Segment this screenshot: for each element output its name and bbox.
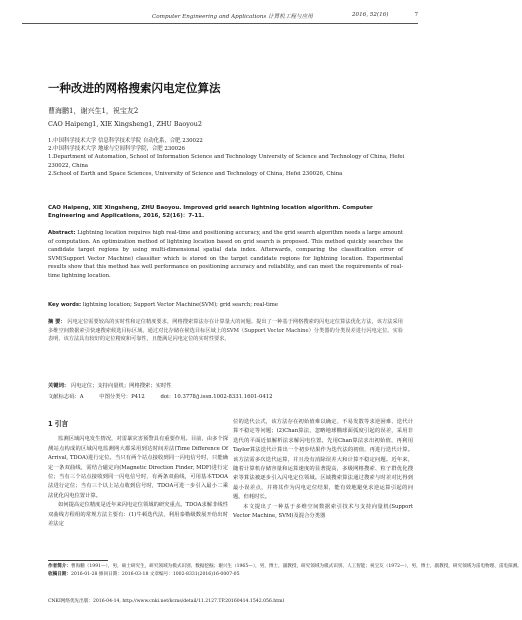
body-paragraph: 如何提高定位精度是近年来闪电定位领域的研究重点。TDOA求解非线性双曲线方程组的常规方法主要有：(1)牛顿迭代法，利用泰勒级数展开给出时差法定 (48, 502, 228, 528)
footnote-dates (48, 571, 408, 579)
footnote-text: 曹海鹏（1991—），男，硕士研究生，研究领域为模式识别、数据挖掘；谢兴生（1965—），男，博士，副教授，研究领域为模式识别、人工智能；祝宝友（1972—），男，博士，副教授，研究领域为雷电物理、雷电探测。 (70, 564, 522, 569)
abstract-label: Abstract: (48, 230, 76, 236)
article-metadata (48, 393, 403, 401)
footnote-label: 收稿日期： (48, 571, 71, 577)
footnote-label: 作者简介： (48, 564, 71, 569)
keywords-text: lightning location; Support Vector Machine(SVM); grid search; real-time (82, 302, 278, 308)
keywords-english (48, 301, 403, 309)
journal-name: Computer Engineering and Applications 计算机工程与应用 (152, 14, 313, 20)
affiliation-3: 1.Department of Automation, School of Information Science and Technology University of Science and Technology of China, Hefei 230022, China (48, 154, 405, 169)
abstract-english (48, 229, 403, 281)
body-paragraph: 本文提出了一种基于多维空间数据索引技术与支持向量机(Support Vector Machine, SVM)及混合分类器 (233, 503, 413, 520)
doi: doi：10.3778/j.issn.1002-8331.1601-0412 (160, 394, 273, 400)
authors-english: CAO Haipeng1, XIE Xingsheng1, ZHU Baoyou2 (48, 120, 202, 128)
keywords-label: Key words: (48, 302, 82, 308)
affiliation-2: 2.中国科学技术大学 地球与空间科学学院，合肥 230026 (48, 146, 185, 153)
body-paragraph: 监测区域闪电发生情况，对雷暴灾害预警具有重要作用。目前，由多个探测站点构成的区域闪电监测网大都采用到达时间差法(Time Difference Of Arrival, TDOA)进行定位。当只有两个站点接收到同一闪电信号时，只能确定一条双曲线，需结合磁定向(Magnetic Direction Finder, MDF)进行定位；当有三个站点接收到同一闪电信号时，有两条双曲线，可用基本TDOA法进行定位；当有三个以上站点收到信号时，TDOA可进一步引入最小二乘法优化闪电位置计算。 (48, 436, 228, 499)
affiliation-4: 2.School of Earth and Space Sciences, University of Science and Technology of China, Hefei 230026, China (48, 170, 343, 177)
cnki-online-note: CNKI网络优先出版：2016-04-14, http://www.cnki.net/kcms/detail/11.2127.TP.20160414.1542.056.html (48, 599, 284, 604)
citation: CAO Haipeng, XIE Xingsheng, ZHU Baoyou. Improved grid search lightning location algorithm. Computer Engineering and Applications, 2016, 52(16)：7-11. (48, 205, 373, 220)
body-paragraph: 位的迭代公式，该方法存在初始值难以确定、不易发散等求逆困难、迭代计算不稳定等问题；(2)Chan算法，忽略地球椭球面弧度引起的误差，采用非迭代的平面近似解析法求解闪电位置。先用Chan算法求出初始值，再利用Taylor算法迭代计算出一个初步结果作为迭代法的初值，再进行迭代计算。该方法需多次迭代运算，并且没有消除误差大和计算不稳定问题。近年来，随着计算机存储容量和运算速度的显著提高，多级网格搜索、粒子群优化搜索等算法被逐步引入闪电定位领域。区域搜索算法通过搜索与时差对比得到最小误差点，并将其作为闪电定位结果，能有效地避免求逆运算引起的问题，但耗时长。 (233, 419, 413, 501)
article-title: 一种改进的网格搜索闪电定位算法 (48, 81, 221, 95)
body-column-right (233, 418, 413, 521)
abstract-cn-text: 闪电定位需要较高的实时性和定位精度要求，网格搜索算法存在计算量大的问题。提出了一种基于网格搜索的闪电定位算法优化方法，该方法采用多维空间数据索引快速搜索候选目标区域，通过对比存储在候选目标区域上的SVM（Support Vector Machine）分类器的分类误差进行闪电定位。实验表明，该方法具有较好的定位精度和可靠性，且能满足闪电定位的实时性要求。 (48, 319, 403, 343)
footnote-text: 2016-01-28 修回日期：2016-03-18 文章编号：1002-8331(2016)16-0007-05 (70, 571, 240, 577)
abstract-text: Lightning location requires high real-time and positioning accuracy, and the grid search algorithm needs a large amount of computation. An optimization method of lightning location based on grid search is proposed. This method quickly searches the candidate target regions by using multi-dimensional spatial data index. Afterwards, comparing the classification error of SVM(Support Vector Machine) classifier which is stored on the target candidate regions for lightning location. Experimental results show that this method has well performance on positioning accuracy and reliability, and can meet the requirements of real-time lightning location. (48, 230, 404, 279)
authors-chinese: 曹海鹏1，谢兴生1，祝宝友2 (48, 107, 139, 115)
footnote-divider (48, 560, 108, 561)
keywords-cn-text: 闪电定位；支持向量机；网格搜索；实时性 (70, 383, 172, 389)
keywords-cn-label: 关键词： (48, 383, 70, 389)
document-code: 文献标志码：A (48, 394, 84, 400)
footnotes (48, 563, 522, 578)
issue-info: 2016, 52(16) (352, 12, 389, 18)
page-number: 7 (414, 12, 418, 18)
affiliations (48, 137, 408, 178)
abstract-cn-label: 摘 要： (48, 319, 66, 325)
classification-number: 中图分类号：P412 (99, 394, 145, 400)
affiliation-1: 1.中国科学技术大学 信息科学技术学院 自动化系，合肥 230022 (48, 138, 203, 144)
footnote-author-bio (48, 563, 522, 571)
header-divider (22, 23, 418, 24)
abstract-chinese (48, 318, 403, 344)
body-column-left (48, 418, 228, 529)
keywords-chinese (48, 382, 403, 390)
section-heading: 1 引言 (48, 420, 69, 428)
